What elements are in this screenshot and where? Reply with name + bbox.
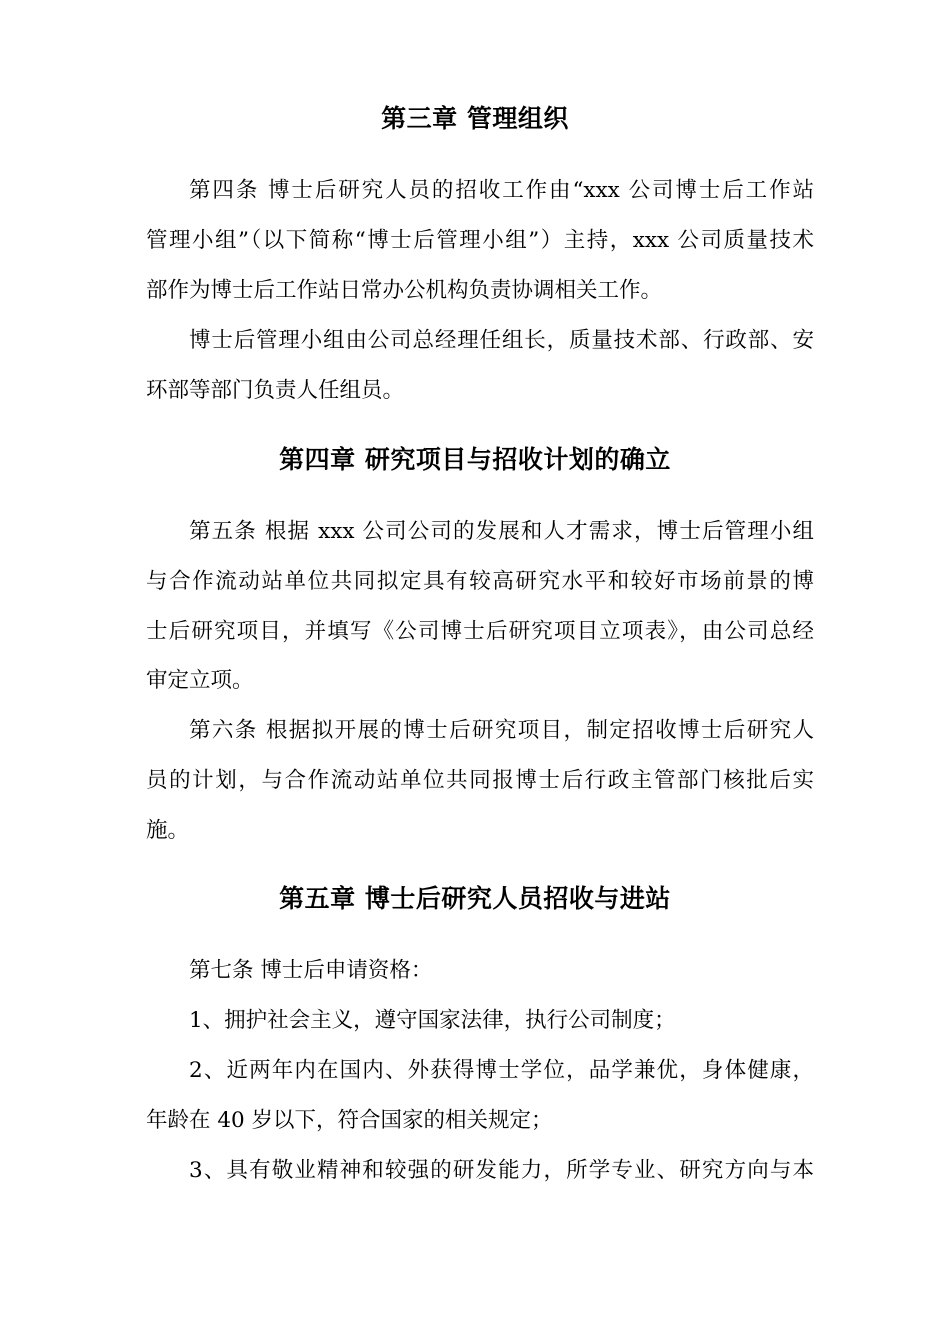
paragraph-line: 第七条 博士后申请资格： <box>189 958 433 983</box>
paragraph-line: 管理小组”（以下简称“博士后管理小组”）主持，xxx 公司质量技术 <box>146 228 814 253</box>
chapter-3-heading: 第三章 管理组织 <box>381 104 569 133</box>
paragraph-line: 年龄在 40 岁以下，符合国家的相关规定； <box>146 1108 553 1133</box>
paragraph-line: 审定立项。 <box>146 668 254 693</box>
paragraph-line: 1、拥护社会主义，遵守国家法律，执行公司制度； <box>189 1008 676 1033</box>
paragraph-line: 第六条 根据拟开展的博士后研究项目，制定招收博士后研究人 <box>189 718 814 743</box>
paragraph-line: 第四条 博士后研究人员的招收工作由“xxx 公司博士后工作站 <box>189 178 814 203</box>
paragraph-line: 2、近两年内在国内、外获得博士学位，品学兼优，身体健康， <box>189 1058 814 1083</box>
paragraph-line: 施。 <box>146 818 190 843</box>
paragraph-line: 员的计划，与合作流动站单位共同报博士后行政主管部门核批后实 <box>146 768 814 793</box>
paragraph-line: 环部等部门负责人任组员。 <box>146 378 405 403</box>
paragraph-line: 3、具有敬业精神和较强的研发能力，所学专业、研究方向与本 <box>189 1158 814 1183</box>
chapter-5-heading: 第五章 博士后研究人员招收与进站 <box>279 884 671 913</box>
paragraph-line: 第五条 根据 xxx 公司公司的发展和人才需求，博士后管理小组 <box>189 519 814 544</box>
paragraph-line: 士后研究项目，并填写《公司博士后研究项目立项表》，由公司总经 <box>146 619 814 644</box>
chapter-4-heading: 第四章 研究项目与招收计划的确立 <box>279 445 671 474</box>
paragraph-line: 与合作流动站单位共同拟定具有较高研究水平和较好市场前景的博 <box>146 569 814 594</box>
paragraph-line: 博士后管理小组由公司总经理任组长，质量技术部、行政部、安 <box>189 328 814 353</box>
paragraph-line: 部作为博士后工作站日常办公机构负责协调相关工作。 <box>146 278 663 303</box>
